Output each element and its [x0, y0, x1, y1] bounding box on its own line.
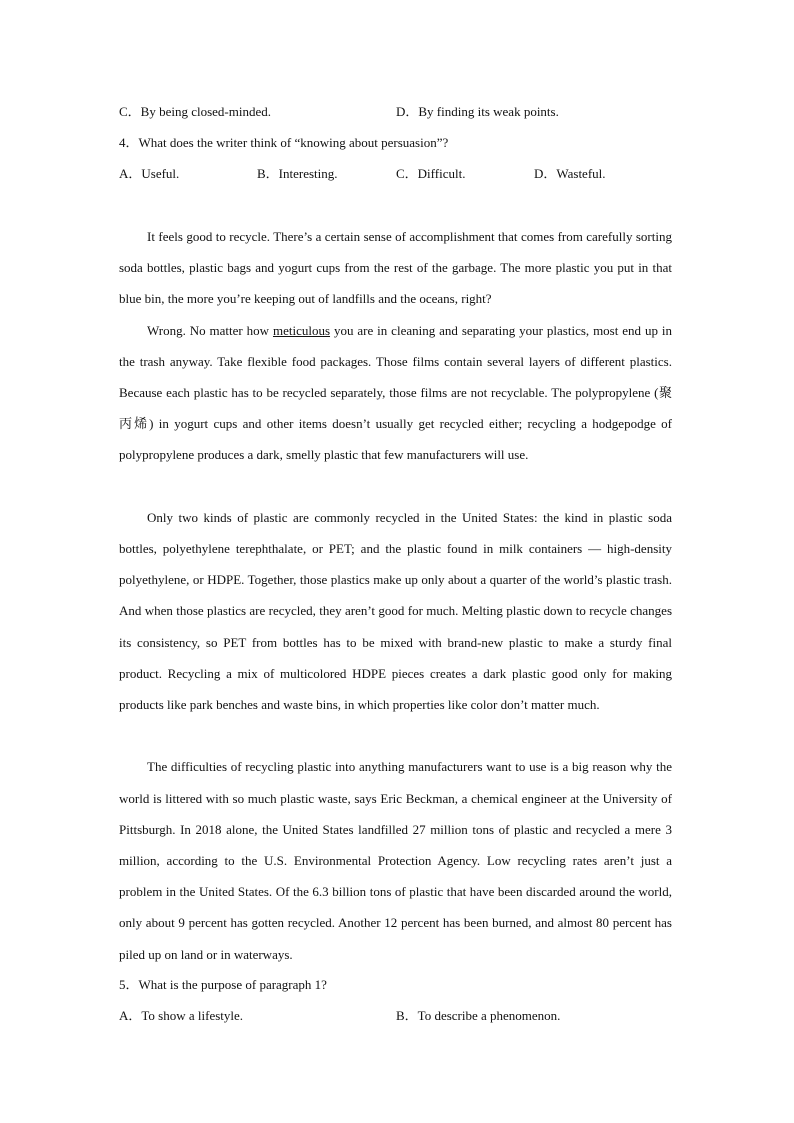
q4-question: 4．What does the writer think of “knowing about persuasion”?: [119, 135, 449, 150]
passage-paragraph-1: It feels good to recycle. There’s a certain sense of accomplishment that comes from carefully sorting soda bottles, plastic bags and yogurt cups from the rest of the garbage. The more plastic you put in that blue bin, the more you’re keeping out of landfills and the oceans, right?: [119, 229, 672, 307]
q3-option-c: C．By being closed-minded.: [119, 104, 272, 119]
q5-option-a: A．To show a lifestyle.: [119, 1008, 244, 1023]
q5-option-b: B．To describe a phenomenon.: [396, 1008, 561, 1023]
q3-option-d: D．By finding its weak points.: [396, 104, 559, 119]
q4-option-d: D．Wasteful.: [534, 166, 606, 181]
underlined-word: meticulous: [272, 322, 331, 338]
q4-option-b: B．Interesting.: [257, 166, 338, 181]
passage-paragraph-3: Only two kinds of plastic are commonly recycled in the United States: the kind in plastic soda bottles, polyethylene terephthalate, or PET; and the plastic found in milk containers — high-density polyethylene, or HDPE. Together, those plastics make up only about a quarter of the world’s plastic trash. And when those plastics are recycled, they aren’t good for much. Melting plastic down to recycle changes its consistency, so PET from bottles has to be mixed with brand-new plastic to make a sturdy final product. Recycling a mix of multicolored HDPE pieces creates a dark plastic good only for making products like park benches and waste bins, in which properties like color don’t matter much.: [119, 509, 672, 713]
paragraph-2-text-end: you are in cleaning and separating your plastics, most end up in the trash anyway. Take flexible food packages. Those films contain several layers of different plastics. Because each plastic has to be recycled separately, those films are not recyclable. The polypropylene (聚丙烯) in yogurt cups and other items doesn’t usually get recycled either; recycling a hodgepodge of polypropylene produces a dark, smelly plastic that few manufacturers will use.: [119, 322, 672, 463]
passage-paragraph-4: The difficulties of recycling plastic into anything manufacturers want to use is a big reason why the world is littered with so much plastic waste, says Eric Beckman, a chemical engineer at the University of Pittsburgh. In 2018 alone, the United States landfilled 27 million tons of plastic and recycled a mere 3 million, according to the U.S. Environmental Protection Agency. Low recycling rates aren’t just a problem in the United States. Of the 6.3 billion tons of plastic that have been discarded around the world, only about 9 percent has gotten recycled. Another 12 percent has been burned, and almost 80 percent has piled up on land or in waterways.: [119, 759, 672, 962]
passage-paragraph-2: [119, 315, 672, 471]
q4-option-a: A．Useful.: [119, 166, 180, 181]
q5-question: 5．What is the purpose of paragraph 1?: [119, 977, 327, 992]
q4-option-c: C．Difficult.: [396, 166, 466, 181]
paragraph-2-text-start: Wrong. No matter how: [147, 322, 273, 338]
